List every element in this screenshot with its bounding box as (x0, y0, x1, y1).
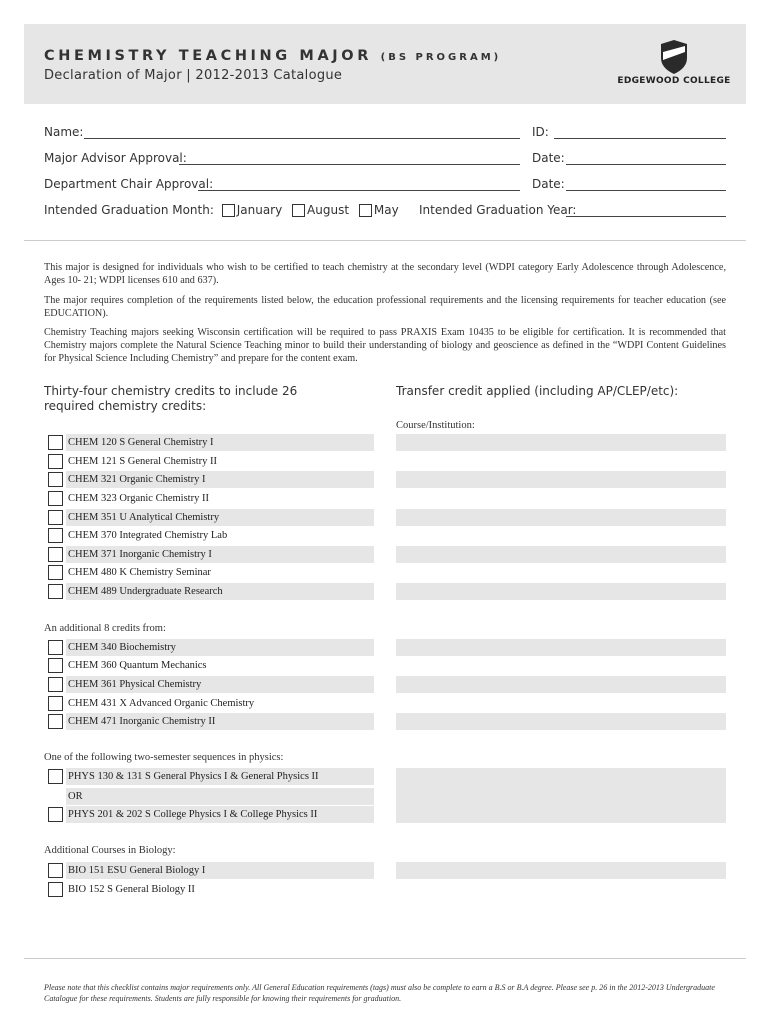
advisor-date-field[interactable] (566, 164, 726, 165)
list-item: CHEM 489 Undergraduate Research (48, 583, 374, 600)
transfer-field[interactable] (396, 768, 726, 823)
course-checkbox[interactable] (48, 769, 63, 784)
list-item: CHEM 121 S General Chemistry II (48, 453, 374, 470)
transfer-field[interactable] (396, 509, 726, 526)
advisor-field[interactable] (179, 164, 520, 165)
course-checkbox[interactable] (48, 882, 63, 897)
list-item: CHEM 351 U Analytical Chemistry (48, 509, 374, 526)
physics-heading: One of the following two-semester sequences in physics: (44, 752, 284, 763)
january-checkbox[interactable] (222, 204, 235, 217)
chair-field[interactable] (198, 190, 520, 191)
course-checkbox[interactable] (48, 863, 63, 878)
intro-paragraph-2: The major requires completion of the requirements listed below, the education professional requirements and the licensing requirements for teacher education (see EDUCATION). (44, 295, 726, 319)
chair-date-field[interactable] (566, 190, 726, 191)
list-item: CHEM 321 Organic Chemistry I (48, 471, 374, 488)
chair-date-label: Date: (532, 177, 565, 191)
transfer-field[interactable] (396, 639, 726, 656)
intro-paragraph-3: Chemistry Teaching majors seeking Wisconsin certification will be required to pass PRAXIS Exam 10435 to be eligible for certification. It is recommended that Chemistry majors complete the Natural Science Teaching minor to build their understanding of biology and geoscience as defined in the “WDPI Content Guidelines for Physical Science Including Chemistry” and prepare for the content exam. (44, 327, 726, 364)
list-item: CHEM 340 Biochemistry (48, 639, 374, 656)
may-checkbox[interactable] (359, 204, 372, 217)
transfer-field[interactable] (396, 676, 726, 693)
shield-logo-icon (659, 40, 689, 74)
additional-heading: An additional 8 credits from: (44, 623, 166, 634)
list-item: CHEM 371 Inorganic Chemistry I (48, 546, 374, 563)
list-item: CHEM 120 S General Chemistry I (48, 434, 374, 451)
college-logo (614, 40, 734, 96)
advisor-date-label: Date: (532, 151, 565, 165)
august-checkbox[interactable] (292, 204, 305, 217)
course-checkbox[interactable] (48, 640, 63, 655)
list-item: PHYS 130 & 131 S General Physics I & General Physics II (48, 768, 374, 785)
footer-divider (24, 958, 746, 959)
college-name: EDGEWOOD COLLEGE (617, 76, 731, 86)
transfer-field[interactable] (396, 862, 726, 879)
name-field[interactable] (84, 138, 520, 139)
grad-year-field[interactable] (566, 216, 726, 217)
required-heading: Thirty-four chemistry credits to include 26 required chemistry credits: (44, 384, 298, 413)
course-checkbox[interactable] (48, 547, 63, 562)
list-item: CHEM 360 Quantum Mechanics (48, 657, 374, 674)
list-item: CHEM 431 X Advanced Organic Chemistry (48, 695, 374, 712)
transfer-heading: Transfer credit applied (including AP/CLEP/etc): (396, 384, 679, 398)
list-item: CHEM 361 Physical Chemistry (48, 676, 374, 693)
id-field[interactable] (554, 138, 726, 139)
list-item: CHEM 323 Organic Chemistry II (48, 490, 374, 507)
grad-month-row (44, 203, 399, 217)
id-label: ID: (532, 125, 549, 139)
name-label: Name: (44, 125, 84, 139)
course-checkbox[interactable] (48, 677, 63, 692)
physics-or: OR (48, 788, 374, 805)
course-checkbox[interactable] (48, 696, 63, 711)
header-banner (24, 24, 746, 104)
footnote: Please note that this checklist contains major requirements only. All General Education requirements (tags) must also be complete to earn a B.S or B.A degree. Please see p. 26 in the 2012-2013 Undergraduate Catalogue for these requirements. Students are fully responsible for knowing their requirements for graduation. (44, 983, 715, 1003)
course-checkbox[interactable] (48, 491, 63, 506)
grad-year-label: Intended Graduation Year: (419, 203, 577, 217)
list-item: BIO 152 S General Biology II (48, 881, 374, 898)
transfer-field[interactable] (396, 583, 726, 600)
transfer-field[interactable] (396, 713, 726, 730)
page-subtitle: Declaration of Major | 2012-2013 Catalogue (44, 68, 343, 83)
course-checkbox[interactable] (48, 807, 63, 822)
course-checkbox[interactable] (48, 454, 63, 469)
list-item: CHEM 370 Integrated Chemistry Lab (48, 527, 374, 544)
grad-month-label: Intended Graduation Month: (44, 203, 214, 217)
transfer-field[interactable] (396, 471, 726, 488)
august-label: August (307, 203, 350, 217)
list-item: CHEM 480 K Chemistry Seminar (48, 564, 374, 581)
course-institution-label: Course/Institution: (396, 420, 475, 431)
course-checkbox[interactable] (48, 658, 63, 673)
biology-heading: Additional Courses in Biology: (44, 845, 176, 856)
course-checkbox[interactable] (48, 584, 63, 599)
course-checkbox[interactable] (48, 510, 63, 525)
course-checkbox[interactable] (48, 435, 63, 450)
course-checkbox[interactable] (48, 714, 63, 729)
transfer-field[interactable] (396, 546, 726, 563)
course-checkbox[interactable] (48, 472, 63, 487)
course-checkbox[interactable] (48, 565, 63, 580)
chair-label: Department Chair Approval: (44, 177, 214, 191)
january-label: January (236, 203, 283, 217)
list-item: CHEM 471 Inorganic Chemistry II (48, 713, 374, 730)
divider (24, 240, 746, 241)
course-checkbox[interactable] (48, 528, 63, 543)
may-label: May (373, 203, 399, 217)
transfer-field[interactable] (396, 434, 726, 451)
list-item: PHYS 201 & 202 S College Physics I & College Physics II (48, 806, 374, 823)
advisor-label: Major Advisor Approval: (44, 151, 187, 165)
page-title: CHEMISTRY TEACHING MAJOR (BS PROGRAM) (44, 48, 502, 64)
list-item: BIO 151 ESU General Biology I (48, 862, 374, 879)
intro-paragraph-1: This major is designed for individuals who wish to be certified to teach chemistry at the secondary level (WDPI category Early Adolescence through Adolescence, Ages 10- 21; WDPI licenses 610 and 637). (44, 262, 726, 286)
